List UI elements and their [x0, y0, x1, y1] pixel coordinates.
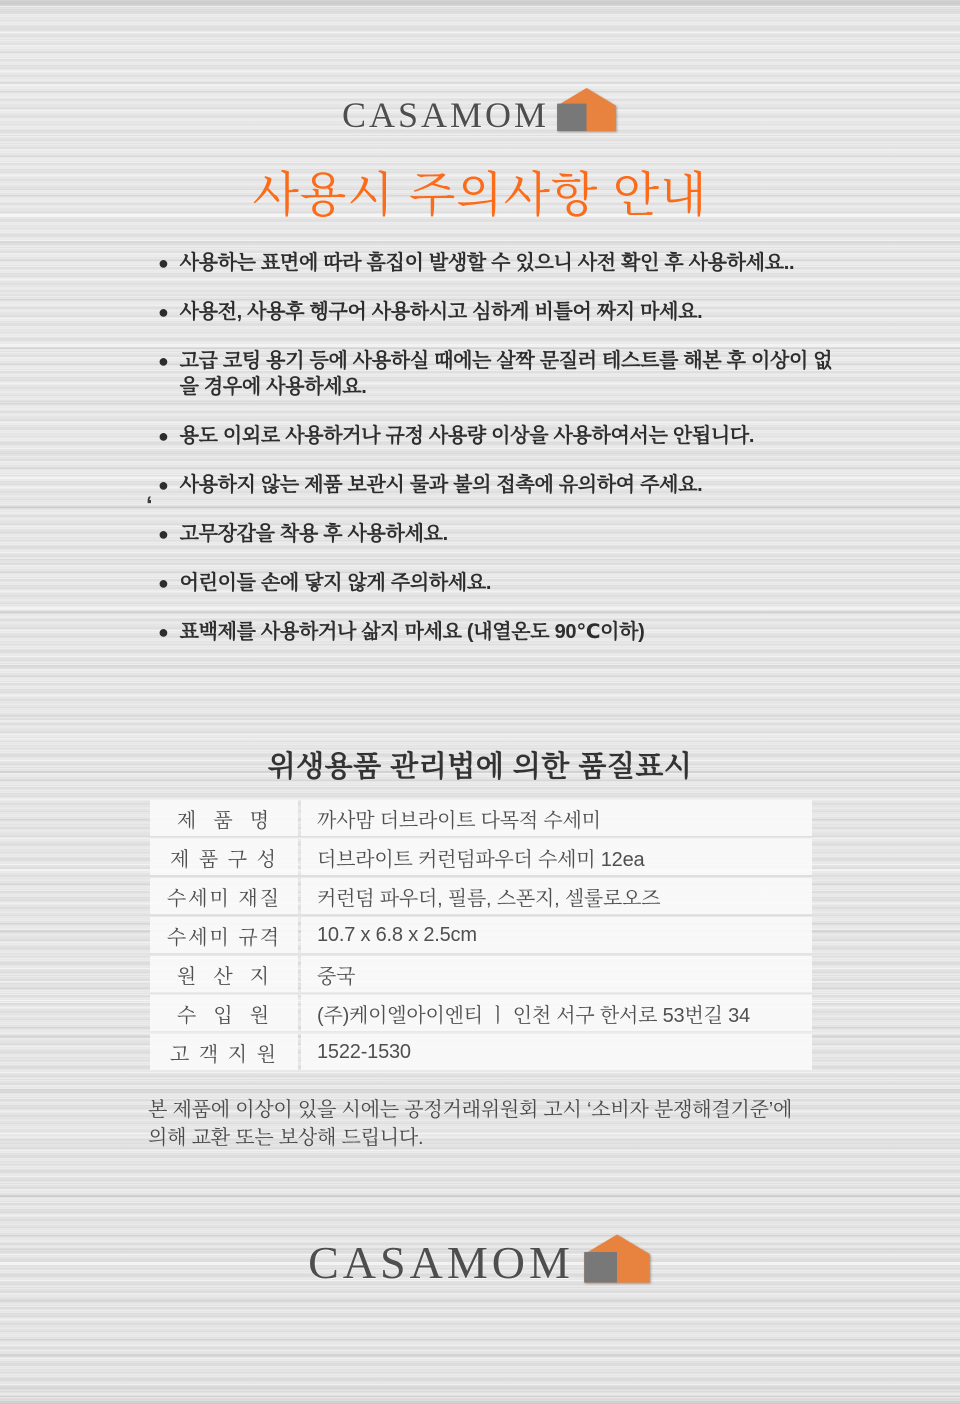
- precaution-text: 사용전, 사용후 헹구어 사용하시고 심하게 비틀어 짜지 마세요.: [179, 301, 703, 323]
- table-row: [150, 1034, 812, 1070]
- row-value: 중국: [301, 956, 812, 992]
- precaution-text: 고무장갑을 착용 후 사용하세요.: [179, 523, 448, 545]
- row-value: 10.7 x 6.8 x 2.5cm: [301, 917, 812, 953]
- page-title: 사용시 주의사항 안내: [252, 169, 708, 222]
- row-value: 1522-1530: [301, 1034, 812, 1070]
- row-label: 제 품 구 성: [150, 839, 298, 875]
- bullet-icon: ●: [158, 253, 169, 273]
- precaution-item: [158, 570, 850, 596]
- table-row: [150, 878, 812, 914]
- precaution-item: [158, 472, 850, 498]
- brand-logo-text: CASAMOM: [341, 94, 550, 135]
- row-label: 수세미 규격: [150, 917, 298, 953]
- consumer-notice-line1: 본 제품에 이상이 있을 시에는 공정거래위원회 고시 ‘소비자 분쟁해결기준’에: [148, 1099, 793, 1121]
- row-label: 원 산 지: [150, 956, 298, 992]
- precaution-text: 사용하는 표면에 따라 흠집이 발생할 수 있으니 사전 확인 후 사용하세요..: [179, 252, 795, 274]
- stray-quote-mark: ‘: [146, 492, 153, 519]
- row-value: 까사맘 더브라이트 다목적 수세미: [301, 800, 812, 836]
- precaution-item: [158, 521, 850, 547]
- precaution-item: [158, 299, 850, 325]
- row-label: 고 객 지 원: [150, 1034, 298, 1070]
- consumer-notice: [148, 1096, 854, 1152]
- precaution-item: [158, 250, 850, 276]
- precautions-list: [158, 250, 850, 668]
- row-value: (주)케이엘아이엔티 ㅣ 인천 서구 한서로 53번길 34: [301, 995, 812, 1031]
- row-label: 수 입 원: [150, 995, 298, 1031]
- quality-section-title: 위생용품 관리법에 의한 품질표시: [267, 751, 693, 783]
- brand-logo-text: CASAMOM: [308, 1236, 574, 1288]
- house-icon: [582, 1232, 652, 1284]
- bullet-icon: ●: [158, 426, 169, 446]
- table-row: [150, 800, 812, 836]
- precaution-text: 용도 이외로 사용하거나 규정 사용량 이상을 사용하여서는 안됩니다.: [179, 425, 755, 447]
- bullet-icon: ●: [158, 573, 169, 593]
- row-value: 더브라이트 커런덤파우더 수세미 12ea: [301, 839, 812, 875]
- table-row: [150, 917, 812, 953]
- brand-logo-bottom: [0, 1226, 960, 1288]
- bullet-icon: ●: [158, 524, 169, 544]
- precaution-item: [158, 423, 850, 449]
- row-value: 커런덤 파우더, 필름, 스폰지, 셀룰로오즈: [301, 878, 812, 914]
- brand-logo-top: [0, 84, 960, 135]
- house-icon: [555, 86, 618, 132]
- row-label: 제 품 명: [150, 800, 298, 836]
- row-label: 수세미 재질: [150, 878, 298, 914]
- bullet-icon: ●: [158, 302, 169, 322]
- quality-table: [150, 800, 812, 1070]
- table-row: [150, 839, 812, 875]
- consumer-notice-line2: 의해 교환 또는 보상해 드립니다.: [148, 1127, 424, 1149]
- precaution-text: 사용하지 않는 제품 보관시 물과 불의 접촉에 유의하여 주세요.: [179, 474, 703, 496]
- precaution-item: [158, 619, 850, 645]
- precaution-text: 고급 코팅 용기 등에 사용하실 때에는 살짝 문질러 테스트를 해본 후 이상이 없을 경우에 사용하세요.: [179, 350, 833, 398]
- bullet-icon: ●: [158, 475, 169, 495]
- bullet-icon: ●: [158, 622, 169, 642]
- table-row: [150, 995, 812, 1031]
- bullet-icon: ●: [158, 351, 169, 371]
- precaution-item: [158, 348, 850, 400]
- precaution-text: 표백제를 사용하거나 삶지 마세요 (내열온도 90℃이하): [179, 621, 645, 643]
- table-row: [150, 956, 812, 992]
- precaution-text: 어린이들 손에 닿지 않게 주의하세요.: [179, 572, 492, 594]
